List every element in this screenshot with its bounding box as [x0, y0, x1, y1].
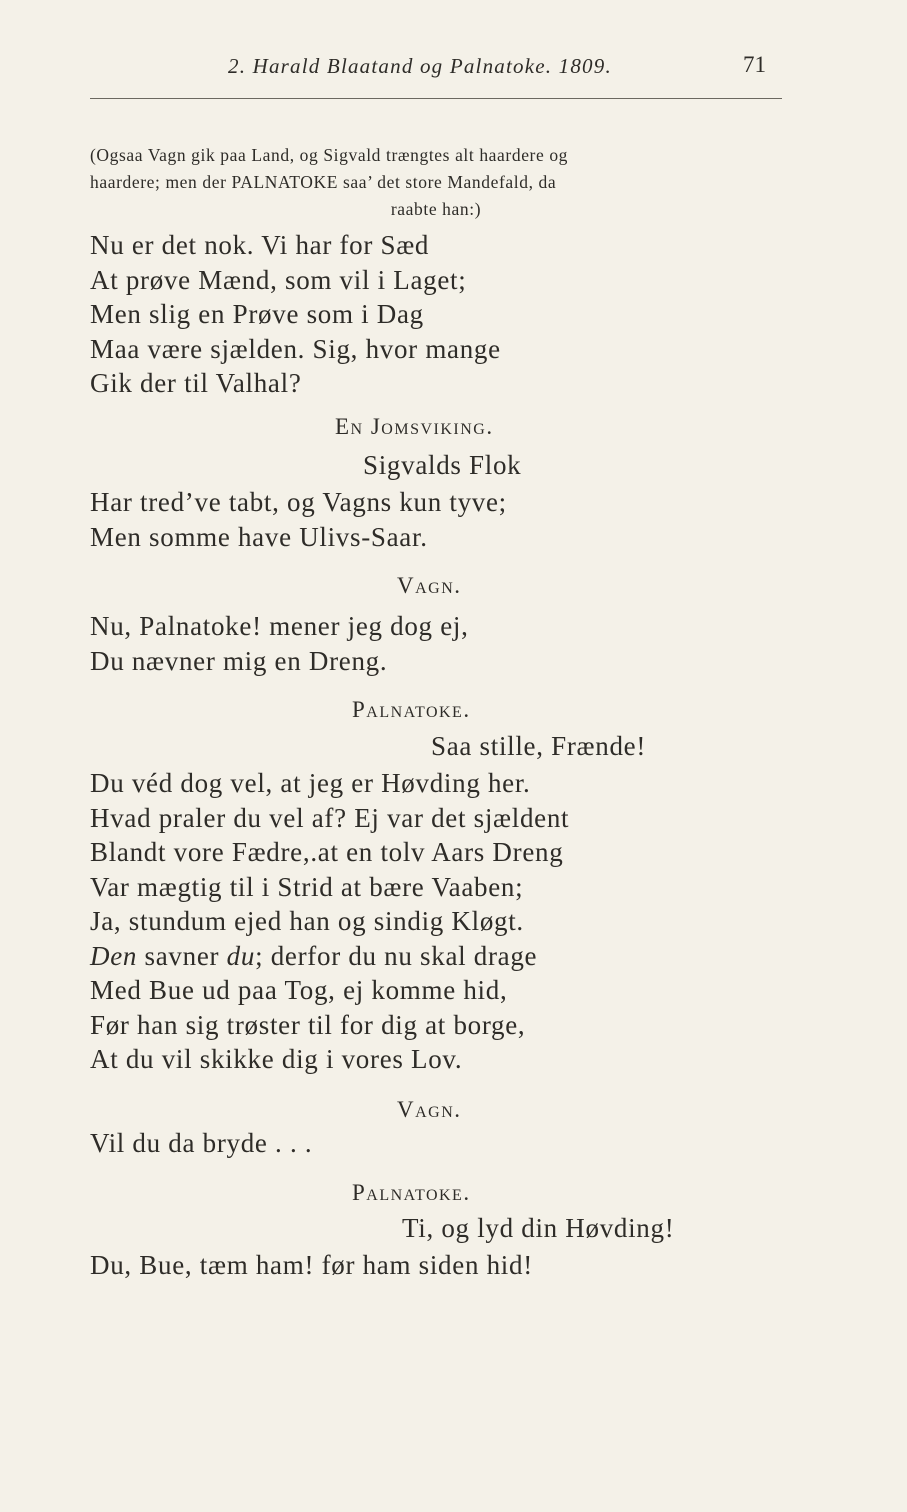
verse-line: Før han sig trøster til for dig at borge, — [90, 1009, 526, 1040]
verse-line: Maa være sjælden. Sig, hvor mange — [90, 333, 501, 364]
verse-line: Var mægtig til i Strid at bære Vaaben; — [90, 871, 524, 902]
italic-word: du — [226, 940, 256, 971]
verse-line: Hvad praler du vel af? Ej var det sjældent — [90, 802, 570, 833]
verse-fragment: ; derfor du nu skal drage — [255, 940, 538, 971]
stage-direction-line: raabte han:) — [390, 199, 482, 219]
verse-block — [90, 228, 501, 401]
verse-block — [90, 1126, 312, 1161]
speaker-name: Palnatoke. — [352, 697, 471, 722]
running-head — [90, 52, 782, 88]
verse-line: Men somme have Ulivs-Saar. — [90, 521, 428, 552]
stage-direction-line: haardere; men der PALNATOKE saa’ det store Mandefald, da — [90, 172, 557, 192]
verse-line: Du, Bue, tæm ham! før ham siden hid! — [90, 1250, 533, 1280]
verse-line: Du véd dog vel, at jeg er Høvding her. — [90, 768, 531, 798]
running-title: 2. Harald Blaatand og Palnatoke. 1809. — [228, 54, 612, 78]
stage-direction-line: (Ogsaa Vagn gik paa Land, og Sigvald trængtes alt haardere og — [90, 145, 569, 165]
speaker-name: Palnatoke. — [352, 1180, 471, 1205]
verse-block — [90, 485, 507, 554]
verse-fragment: savner — [137, 940, 227, 971]
verse-line: Men slig en Prøve som i Dag — [90, 299, 424, 329]
verse-line: Ti, og lyd din Høvding! — [402, 1213, 675, 1243]
verse-line: Vil du da bryde . . . — [90, 1128, 313, 1158]
speaker-name: Vagn. — [397, 1097, 462, 1122]
verse-line: Ja, stundum ejed han og sindig Kløgt. — [90, 906, 524, 936]
verse-line — [90, 939, 569, 974]
stage-direction — [90, 142, 782, 223]
verse-line: Sigvalds Flok — [363, 450, 522, 480]
header-rule — [90, 98, 782, 99]
verse-block — [90, 766, 569, 1077]
speaker-name: En Jomsviking. — [335, 414, 494, 439]
verse-line: Nu er det nok. Vi har for Sæd — [90, 230, 430, 260]
italic-word: Den — [90, 940, 138, 971]
verse-line: Nu, Palnatoke! mener jeg dog ej, — [90, 611, 469, 641]
verse-line: At prøve Mænd, som vil i Laget; — [90, 264, 467, 295]
verse-line: Saa stille, Frænde! — [431, 731, 647, 761]
verse-block — [90, 609, 469, 678]
verse-line: At du vil skikke dig i vores Lov. — [90, 1044, 463, 1074]
verse-line: Med Bue ud paa Tog, ej komme hid, — [90, 975, 508, 1005]
page-number: 71 — [743, 52, 766, 77]
speaker-name: Vagn. — [397, 573, 462, 598]
verse-line: Har tred’ve tabt, og Vagns kun tyve; — [90, 487, 507, 517]
verse-line: Blandt vore Fædre,.at en tolv Aars Dreng — [90, 837, 564, 867]
verse-block — [90, 1248, 533, 1283]
verse-line: Gik der til Valhal? — [90, 368, 302, 398]
verse-line: Du nævner mig en Dreng. — [90, 645, 388, 676]
